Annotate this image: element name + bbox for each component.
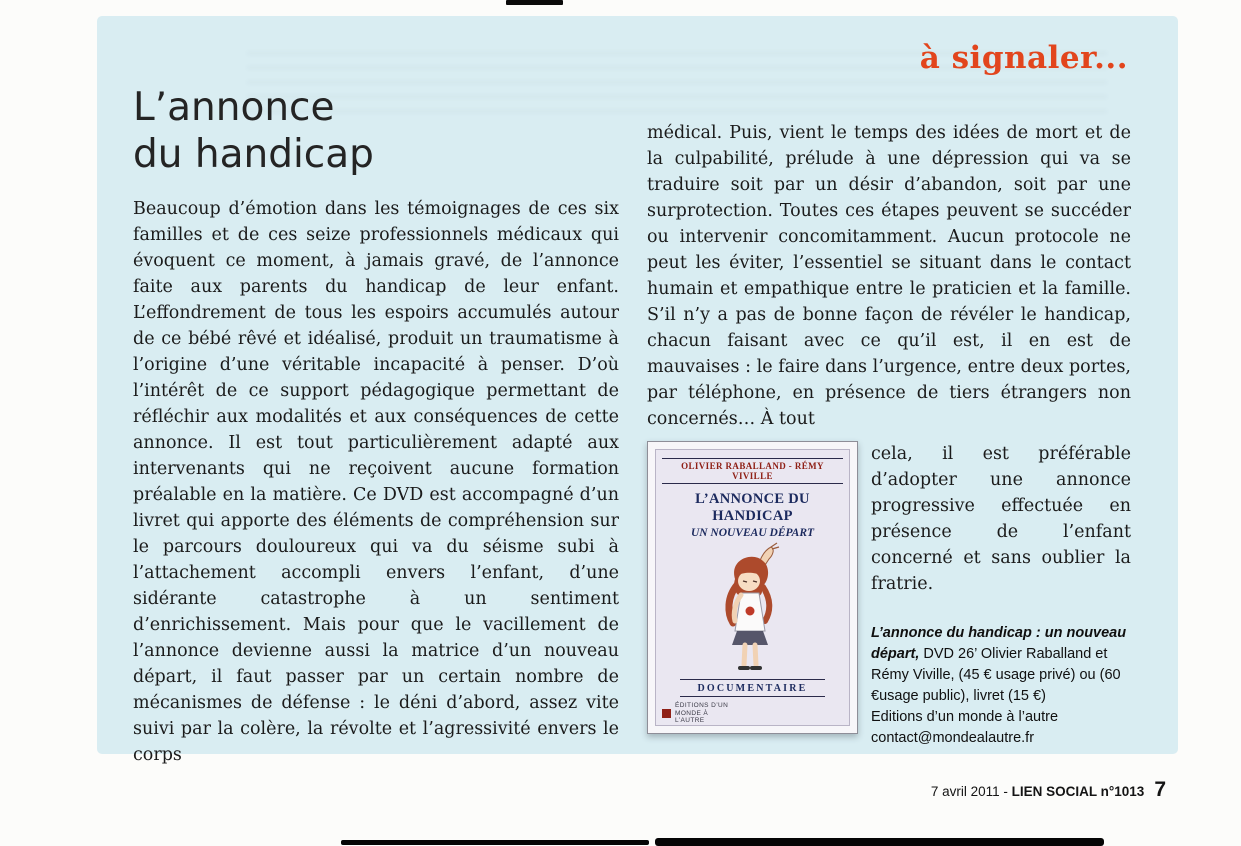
footer-page-number: 7 xyxy=(1154,778,1166,801)
manga-girl-illustration-icon xyxy=(692,539,814,679)
dvd-cover-art xyxy=(662,539,843,679)
right-column xyxy=(647,84,1131,768)
left-column-text: Beaucoup d’émotion dans les témoignages de ces six familles et de ces seize professionnels médicaux qui évoquent ce moment, à jamais gravé, de l’annonce faite aux parents du handicap de leur enfant. L’effondrement de tous les espoirs accumulés autour de ce bébé rêvé et idéalisé, produit un traumatisme à l’origine d’une véritable incapacité à penser. D’où l’intérêt de ce support pédagogique permettant de réfléchir aux modalités et aux conséquences de cette annonce. Il est tout particulièrement adapté aux intervenants qui ne reçoivent aucune formation préalable en la matière. Ce DVD est accompagné d’un livret qui apporte des éléments de compréhension sur le parcours douloureux qui va du séisme subi à l’attachement accompli envers l’enfant, d’une sidérante catastrophe à un sentiment d’enrichissement. Mais pour que le vacillement de l’annonce devienne aussi la matrice d’un nouveau départ, il faut passer par un certain nombre de mécanismes de défense : le déni d’abord, assez vite suivi par la colère, la révolte et l’agressivité envers le corps xyxy=(133,199,619,765)
article-title-line2: du handicap xyxy=(133,132,374,177)
article-panel xyxy=(97,16,1178,765)
media-row xyxy=(647,441,1131,749)
dvd-title: L’ANNONCE DU HANDICAP xyxy=(695,491,810,524)
wrapped-text: cela, il est préférable d’adopter une annonce progressive effectuée en présence de l’enfant concerné et sans oublier la fratrie. xyxy=(871,444,1131,594)
dvd-publisher xyxy=(662,702,843,725)
scan-artifact-top xyxy=(506,0,563,5)
section-badge: à signaler... xyxy=(919,40,1128,76)
caption-lead: L’annonce du handicap : un nouveau départ, xyxy=(871,625,1127,662)
scan-artifact-bottom-right xyxy=(655,838,1104,846)
wrap-column xyxy=(871,441,1131,749)
caption-body: DVD 26’ Olivier Raballand et Rémy Viville, (45 € usage privé) ou (60 €usage public), livret (15 €) xyxy=(871,646,1121,704)
caption-email: contact@mondealautre.fr xyxy=(871,730,1035,746)
dvd-publisher-label: ÉDITIONS D’UN MONDE À L’AUTRE xyxy=(675,702,729,724)
right-column-text: médical. Puis, vient le temps des idées de mort et de la culpabilité, prélude à une dépression qui va se traduire soit par un désir d’abandon, soit par une surprotection. Toutes ces étapes peuvent se succéder ou intervenir concomitamment. Aucun protocole ne peut les éviter, l’essentiel se situant dans le contact humain et empathique entre le praticien et la famille. S’il n’y a pas de bonne façon de révéler le handicap, chacun faisant avec ce qu’il est, il en est de mauvaises : le faire dans l’urgence, entre deux portes, par téléphone, en présence de tiers étrangers non concernés… À tout xyxy=(647,123,1131,429)
caption-block xyxy=(871,623,1131,749)
article-title-line1: L’annonce xyxy=(133,85,335,130)
article-columns xyxy=(133,84,1133,768)
dvd-cover xyxy=(647,441,858,734)
publisher-logo-icon xyxy=(662,709,671,718)
page-footer xyxy=(931,778,1166,802)
dvd-subtitle: UN NOUVEAU DÉPART xyxy=(690,527,815,539)
caption-publisher: Editions d’un monde à l’autre xyxy=(871,709,1059,725)
article-title xyxy=(133,84,619,178)
scan-artifact-bottom-left xyxy=(341,840,649,845)
dvd-cover-inner xyxy=(655,449,850,726)
caption-main xyxy=(871,623,1131,707)
footer-date: 7 avril 2011 - xyxy=(930,784,1012,799)
left-column xyxy=(133,84,619,768)
footer-journal: LIEN SOCIAL n°1013 xyxy=(1011,784,1145,799)
dvd-authors: OLIVIER RABALLAND - RÉMY VIVILLE xyxy=(662,458,843,484)
dvd-genre: DOCUMENTAIRE xyxy=(680,679,825,697)
